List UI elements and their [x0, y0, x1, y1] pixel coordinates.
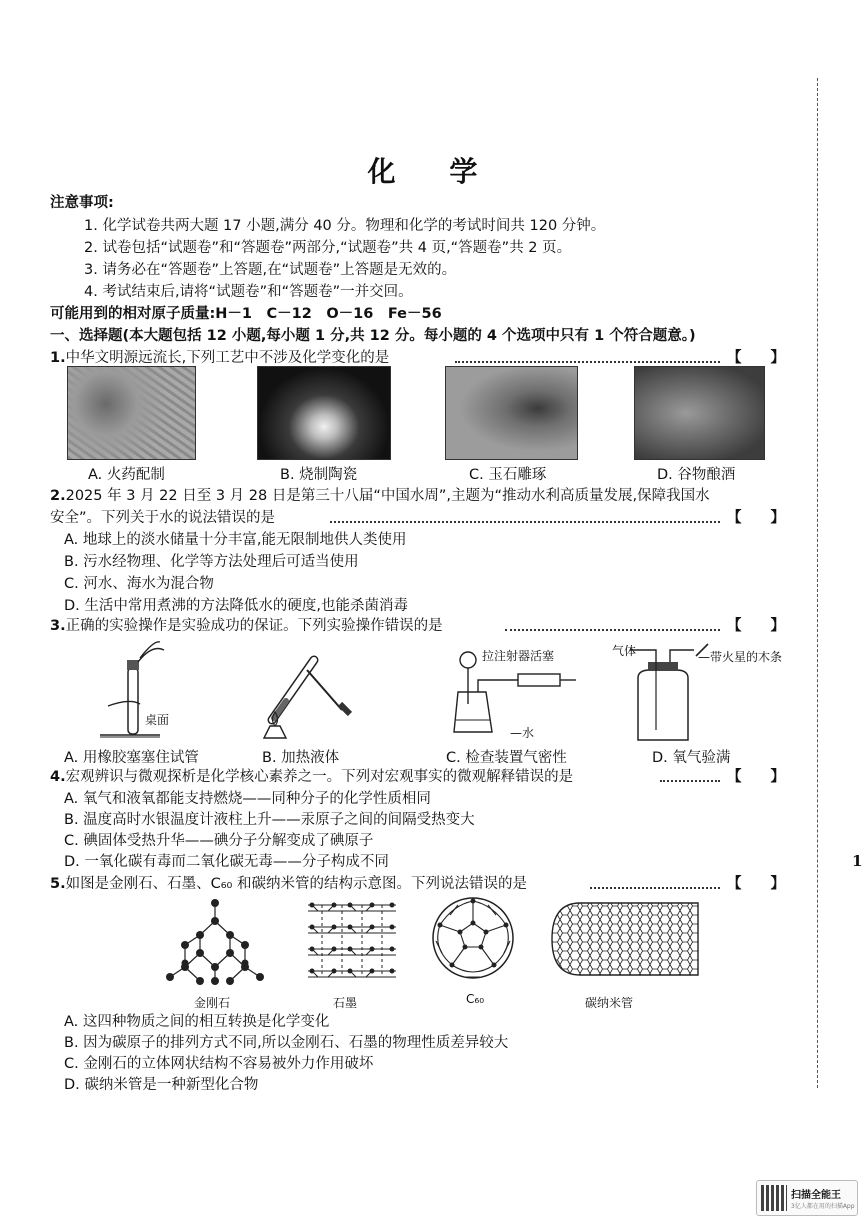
nanotube-structure	[550, 897, 700, 982]
option-c: C. 玉石雕琢	[469, 467, 547, 483]
question-stem: 如图是金刚石、石墨、C₆₀ 和碳纳米管的结构示意图。下列说法错误的是	[65, 876, 527, 892]
graphite-label: 石墨	[333, 996, 358, 1010]
page-number: 1	[852, 852, 863, 870]
option-b: B. 因为碳原子的排列方式不同,所以金刚石、石墨的物理性质差异较大	[64, 1035, 509, 1051]
desk-label: 桌面	[145, 713, 170, 727]
option-d: D. 一氧化碳有毒而二氧化碳无毒——分子构成不同	[64, 854, 389, 870]
option-a: A. 这四种物质之间的相互转换是化学变化	[64, 1014, 330, 1030]
scanner-name: 扫描全能王	[791, 1190, 841, 1201]
option-c: C. 检查装置气密性	[446, 750, 567, 766]
leader-dots	[505, 629, 720, 631]
option-c: C. 碘固体受热升华——碘分子分解变成了碘原子	[64, 833, 374, 849]
syringe-label: 拉注射器活塞	[482, 649, 555, 663]
question-number: 5.	[50, 876, 66, 892]
diamond-label: 金刚石	[194, 996, 231, 1010]
question-stem: 2025 年 3 月 22 日至 3 月 28 日是第三十八届“中国水周”,主题为“推动水利高质量发展,保障我国水	[65, 488, 710, 504]
question-stem: 宏观辨识与微观探析是化学核心素养之一。下列对宏观事实的微观解释错误的是	[65, 769, 574, 785]
ceramics-photo	[257, 366, 391, 460]
graphite-structure	[302, 895, 402, 990]
c60-label: C₆₀	[466, 992, 484, 1006]
section-heading: 一、选择题(本大题包括 12 小题,每小题 1 分,共 12 分。每小题的 4 个选项中只有 1 个符合题意。)	[50, 328, 696, 344]
notice-item: 3. 请务必在“答题卷”上答题,在“试题卷”上答题是无效的。	[84, 262, 457, 278]
grain-wine-photo	[634, 366, 765, 460]
notice-heading: 注意事项:	[50, 195, 114, 211]
notice-item: 4. 考试结束后,请将“试题卷”和“答题卷”一并交回。	[84, 284, 413, 300]
question-number: 3.	[50, 618, 66, 634]
option-c: C. 金刚石的立体网状结构不容易被外力作用破坏	[64, 1056, 374, 1072]
answer-bracket: 【 】	[727, 510, 785, 526]
leader-dots	[455, 361, 720, 363]
answer-bracket: 【 】	[727, 618, 785, 634]
leader-dots	[590, 887, 720, 889]
option-b: B. 加热液体	[262, 750, 340, 766]
leader-dots	[660, 780, 720, 782]
answer-bracket: 【 】	[727, 876, 785, 892]
stick-label: —带火星的木条	[698, 650, 783, 664]
question-3	[50, 616, 443, 636]
scanner-watermark	[756, 1180, 858, 1216]
option-b: B. 烧制陶瓷	[280, 467, 358, 483]
option-a: A. 地球上的淡水储量十分丰富,能无限制地供人类使用	[64, 532, 407, 548]
question-number: 4.	[50, 769, 66, 785]
option-d: D. 生活中常用煮沸的方法降低水的硬度,也能杀菌消毒	[64, 598, 408, 614]
notice-item: 1. 化学试卷共两大题 17 小题,满分 40 分。物理和化学的考试时间共 120 分钟。	[84, 218, 606, 234]
scanner-subtitle: 3亿人都在用的扫描App	[791, 1203, 855, 1210]
question-stem: 正确的实验操作是实验成功的保证。下列实验操作错误的是	[65, 618, 443, 634]
question-number: 2.	[50, 488, 66, 504]
page-title: 化 学	[367, 155, 500, 188]
diamond-structure	[160, 895, 280, 990]
option-b: B. 温度高时水银温度计液柱上升——汞原子之间的间隔受热变大	[64, 812, 475, 828]
option-b: B. 污水经物理、化学等方法处理后可适当使用	[64, 554, 359, 570]
notice-item: 2. 试卷包括“试题卷”和“答题卷”两部分,“试题卷”共 4 页,“答题卷”共 2 页。	[84, 240, 572, 256]
question-2	[50, 486, 710, 506]
option-d: D. 谷物酿酒	[657, 467, 736, 483]
water-label: —水	[510, 726, 535, 740]
nanotube-label: 碳纳米管	[585, 996, 634, 1010]
question-number: 1.	[50, 350, 66, 366]
c60-structure	[428, 893, 518, 983]
option-d: D. 氧气验满	[652, 750, 731, 766]
question-stem: 中华文明源远流长,下列工艺中不涉及化学变化的是	[65, 350, 390, 366]
leader-dots	[330, 521, 720, 523]
option-c: C. 河水、海水为混合物	[64, 576, 214, 592]
binding-line	[817, 78, 818, 1088]
answer-bracket: 【 】	[727, 769, 785, 785]
option-a: A. 火药配制	[88, 467, 165, 483]
option-a: A. 用橡胶塞塞住试管	[64, 750, 199, 766]
gunpowder-photo	[67, 366, 196, 460]
heating-liquid-figure	[252, 640, 362, 740]
qr-code-icon	[761, 1185, 787, 1211]
jade-carving-photo	[445, 366, 578, 460]
option-a: A. 氧气和液氧都能支持燃烧——同种分子的化学性质相同	[64, 791, 431, 807]
gas-label: 气体	[612, 644, 637, 658]
option-d: D. 碳纳米管是一种新型化合物	[64, 1077, 259, 1093]
question-1	[50, 348, 389, 368]
atomic-masses: 可能用到的相对原子质量:H－1 C－12 O－16 Fe－56	[50, 306, 442, 322]
question-5	[50, 874, 527, 894]
answer-bracket: 【 】	[727, 350, 785, 366]
question-stem-cont: 安全”。下列关于水的说法错误的是	[50, 510, 276, 526]
question-4	[50, 767, 573, 787]
